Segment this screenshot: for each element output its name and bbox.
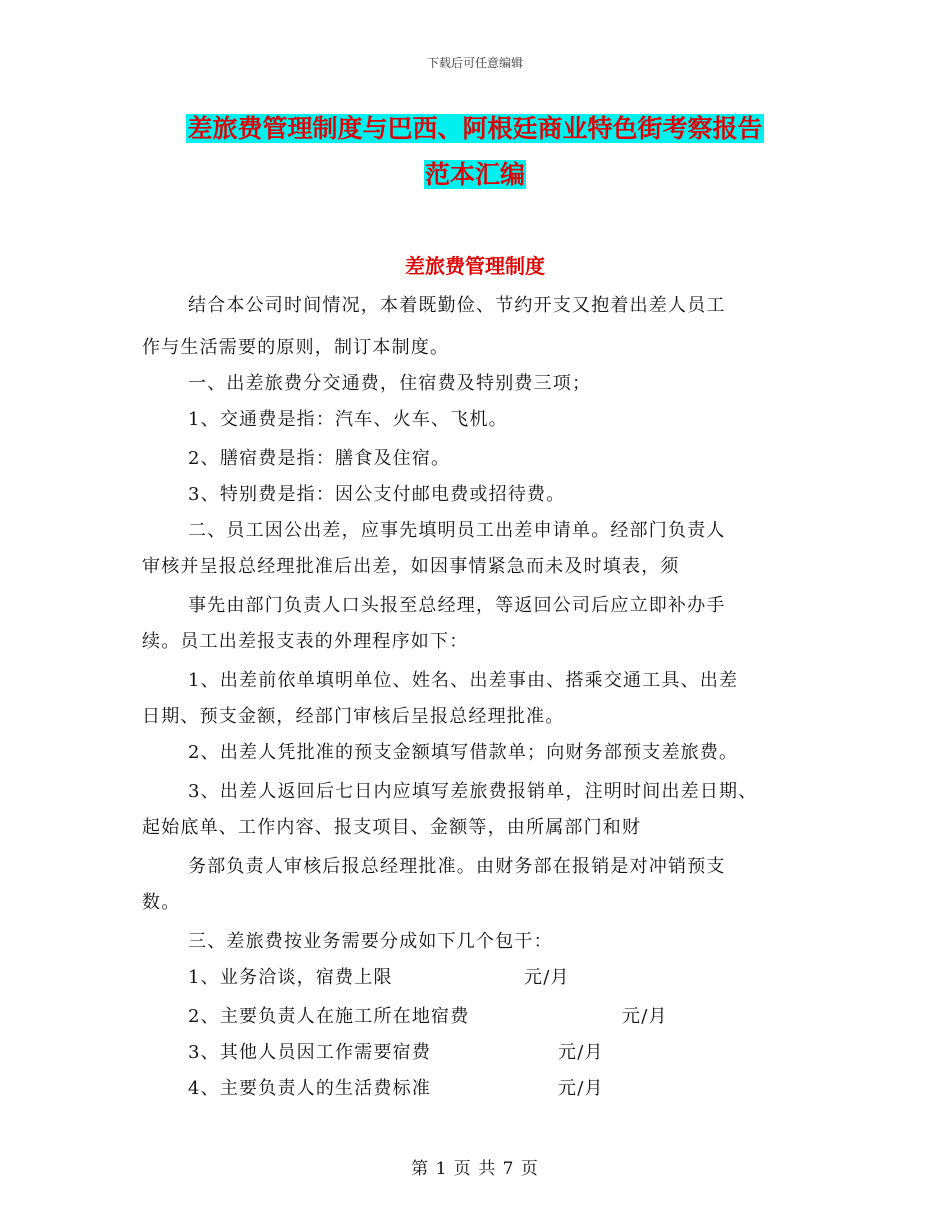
allowance-label: 1、业务洽谈，宿费上限 bbox=[188, 967, 393, 988]
paragraph-line: 一、出差旅费分交通费，住宿费及特别费三项； bbox=[188, 373, 592, 394]
paragraph-line: 务部负责人审核后报总经理批准。由财务部在报销是对冲销预支 bbox=[188, 856, 726, 877]
paragraph-line: 结合本公司时间情况，本着既勤俭、节约开支又抱着出差人员工 bbox=[188, 295, 726, 316]
paragraph-line: 数。 bbox=[142, 892, 181, 913]
paragraph-line: 起始底单、工作内容、报支项目、金额等，由所属部门和财 bbox=[142, 817, 642, 838]
allowance-item bbox=[188, 1077, 604, 1101]
allowance-item bbox=[188, 1005, 668, 1029]
allowance-unit: 元/月 bbox=[622, 1006, 668, 1027]
paragraph-line: 续。员工出差报支表的外理程序如下： bbox=[142, 631, 469, 652]
allowance-unit: 元/月 bbox=[558, 1042, 604, 1063]
allowance-label: 4、主要负责人的生活费标准 bbox=[188, 1078, 432, 1099]
paragraph-line: 1、交通费是指：汽车、火车、飞机。 bbox=[188, 409, 508, 430]
allowance-label: 3、其他人员因工作需要宿费 bbox=[188, 1042, 432, 1063]
paragraph-line: 二、员工因公出差，应事先填明员工出差申请单。经部门负责人 bbox=[188, 520, 726, 541]
allowance-item bbox=[188, 966, 570, 990]
paragraph-line: 2、出差人凭批准的预支金额填写借款单；向财务部预支差旅费。 bbox=[188, 742, 739, 763]
document-title-text-2: 范本汇编 bbox=[424, 160, 525, 189]
paragraph-line: 事先由部门负责人口头报至总经理，等返回公司后应立即补办手 bbox=[188, 595, 726, 616]
paragraph-line: 三、差旅费按业务需要分成如下几个包干： bbox=[188, 931, 553, 952]
paragraph-line: 1、出差前依单填明单位、姓名、出差事由、搭乘交通工具、出差 bbox=[188, 670, 739, 691]
allowance-unit: 元/月 bbox=[558, 1078, 604, 1099]
allowance-label: 2、主要负责人在施工所在地宿费 bbox=[188, 1006, 470, 1027]
paragraph-line: 3、出差人返回后七日内应填写差旅费报销单，注明时间出差日期、 bbox=[188, 781, 758, 802]
paragraph-line: 作与生活需要的原则，制订本制度。 bbox=[142, 337, 450, 358]
paragraph-line: 日期、预支金额，经部门审核后呈报总经理批准。 bbox=[142, 706, 565, 727]
allowance-unit: 元/月 bbox=[524, 967, 570, 988]
paragraph-line: 审核并呈报总经理批准后出差，如因事情紧急而未及时填表，须 bbox=[142, 556, 680, 577]
document-title-line-1 bbox=[0, 112, 950, 146]
section-title: 差旅费管理制度 bbox=[405, 254, 545, 278]
header-note: 下载后可任意编辑 bbox=[426, 56, 523, 70]
page-footer: 第 1 页 共 7 页 bbox=[411, 1159, 539, 1179]
document-title-line-2 bbox=[0, 158, 950, 192]
document-title-text-1: 差旅费管理制度与巴西、阿根廷商业特色街考察报告 bbox=[187, 114, 763, 143]
allowance-item bbox=[188, 1041, 604, 1065]
paragraph-line: 2、膳宿费是指：膳食及住宿。 bbox=[188, 448, 451, 469]
paragraph-line: 3、特别费是指：因公支付邮电费或招待费。 bbox=[188, 484, 566, 505]
